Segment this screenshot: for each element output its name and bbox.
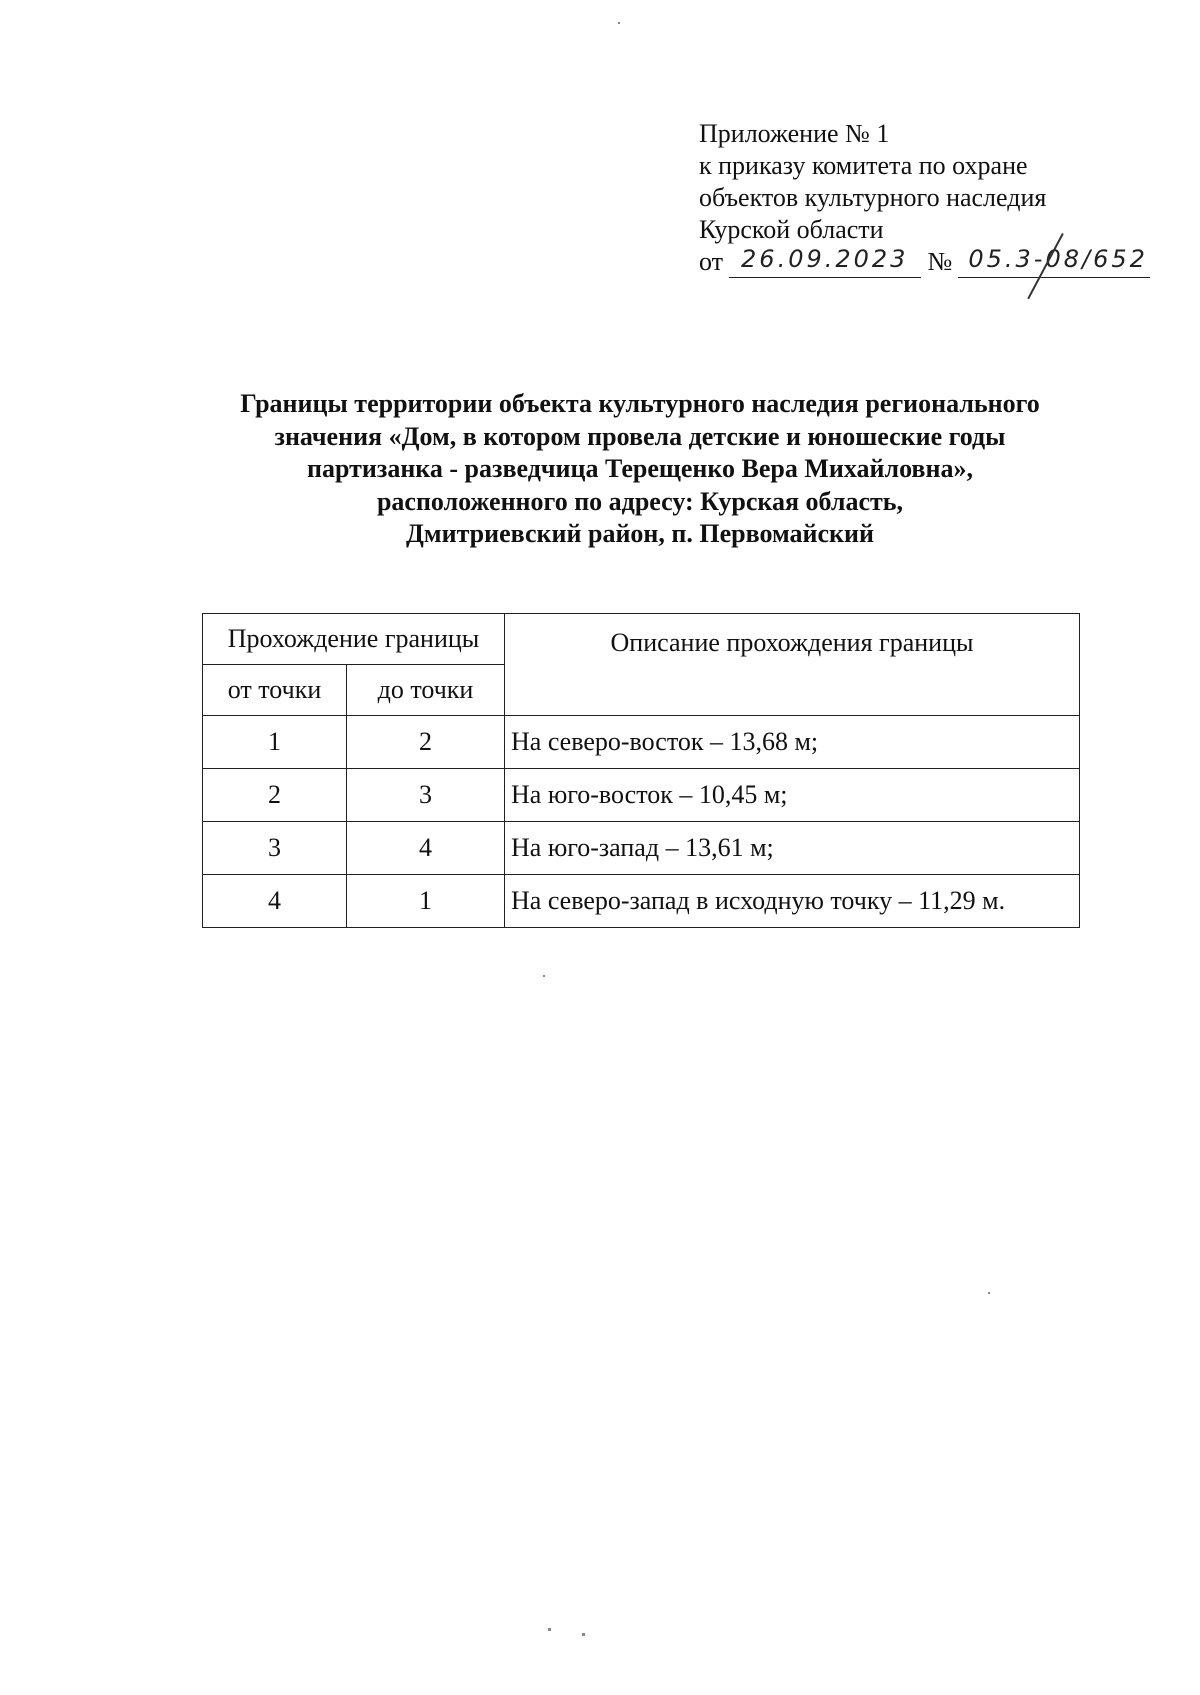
title-line-4: расположенного по адресу: Курская область, — [376, 486, 904, 516]
table-row — [203, 875, 1080, 928]
scan-speck — [543, 975, 545, 977]
header-passage: Прохождение границы — [203, 614, 505, 665]
handwritten-number: 05.3-08/652 — [968, 245, 1148, 273]
appendix-order-line: к приказу комитета по охране — [699, 151, 1028, 180]
cell-description: На северо-запад в исходную точку – 11,29 м. — [505, 875, 1080, 928]
header-description: Описание прохождения границы — [505, 614, 1080, 716]
cell-description: На юго-запад – 13,61 м; — [505, 822, 1080, 875]
scan-speck — [582, 1633, 585, 1636]
table-row — [203, 822, 1080, 875]
cell-description: На юго-восток – 10,45 м; — [505, 769, 1080, 822]
appendix-date-number-line — [699, 246, 1150, 278]
appendix-region-line: Курской области — [699, 215, 884, 244]
date-blank — [729, 245, 921, 278]
cell-to: 3 — [347, 769, 505, 822]
scan-speck — [618, 22, 620, 24]
handwritten-date: 26.09.2023 — [741, 245, 909, 273]
cell-from: 3 — [203, 822, 347, 875]
cell-from: 4 — [203, 875, 347, 928]
number-blank — [958, 245, 1150, 278]
cell-description: На северо-восток – 13,68 м; — [505, 716, 1080, 769]
title-line-5: Дмитриевский район, п. Первомайский — [406, 519, 874, 548]
table-row — [203, 716, 1080, 769]
appendix-number: Приложение № 1 — [699, 119, 890, 148]
appendix-committee-line: объектов культурного наследия — [699, 183, 1047, 212]
date-prefix: от — [699, 247, 724, 276]
boundary-table — [202, 613, 1080, 928]
document-title — [150, 388, 1130, 551]
title-line-2: значения «Дом, в котором провела детские и юношеские годы — [274, 421, 1006, 451]
table-row — [203, 769, 1080, 822]
table-header-row — [203, 614, 1080, 665]
cell-to: 1 — [347, 875, 505, 928]
number-prefix: № — [927, 247, 953, 276]
cell-to: 4 — [347, 822, 505, 875]
cell-from: 2 — [203, 769, 347, 822]
scan-speck — [548, 1628, 551, 1631]
appendix-header — [699, 118, 1150, 278]
title-line-1: Границы территории объекта культурного наследия регионального — [240, 389, 1040, 418]
scan-speck — [988, 1292, 990, 1294]
cell-to: 2 — [347, 716, 505, 769]
header-from-point: от точки — [203, 665, 347, 716]
cell-from: 1 — [203, 716, 347, 769]
header-to-point: до точки — [347, 665, 505, 716]
title-line-3: партизанка - разведчица Терещенко Вера Михайловна», — [307, 454, 973, 483]
